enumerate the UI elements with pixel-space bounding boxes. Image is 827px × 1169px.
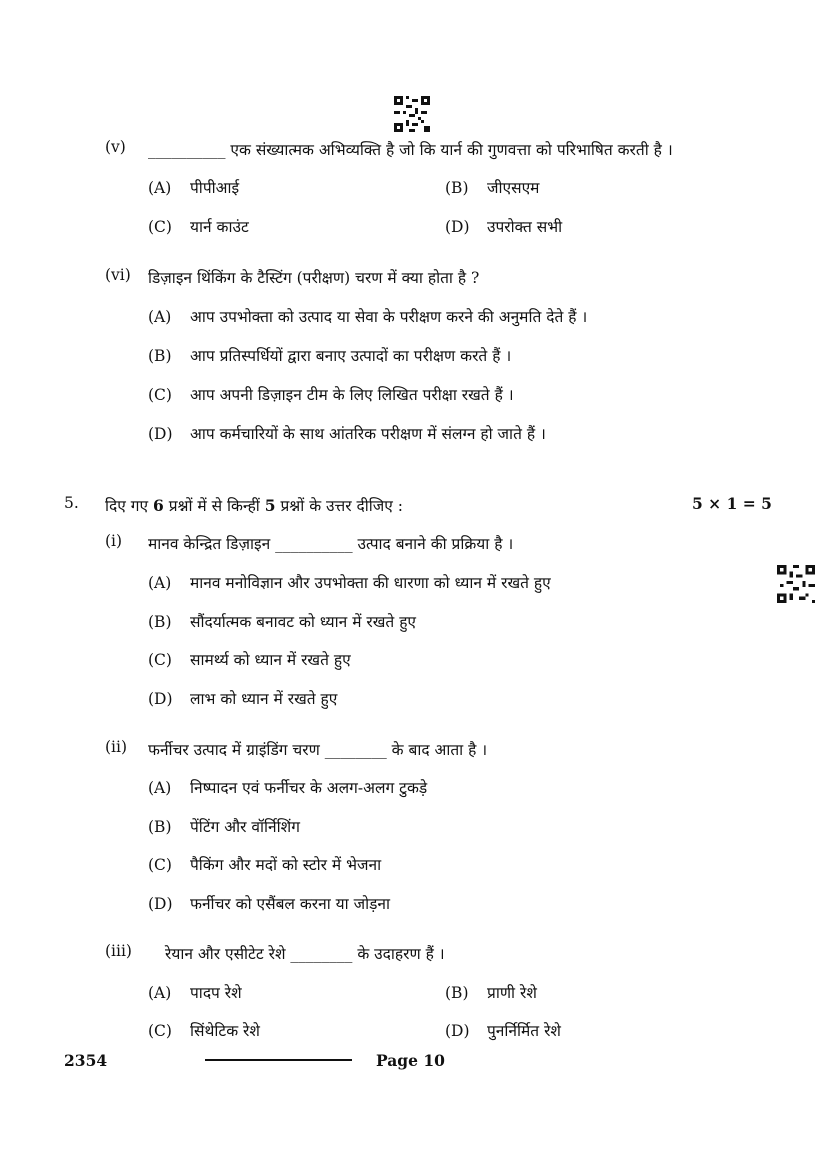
option-text: सामर्थ्य को ध्यान में रखते हुए (190, 651, 351, 669)
q5-instruction-mid: प्रश्नों में से किन्हीं (163, 497, 265, 515)
q4-vi-option-a (148, 305, 587, 327)
q5-count-five: 5 (264, 496, 276, 515)
q5-iii-option-d (445, 1019, 561, 1041)
option-letter: (A) (148, 308, 172, 326)
option-letter: (D) (148, 690, 173, 708)
q4-v-text: __________ एक संख्यात्मक अभिव्यक्ति है जो कि यार्न की गुणवत्ता को परिभाषित करती है । (148, 141, 673, 159)
option-letter: (D) (148, 425, 173, 443)
q4-v-option-d (445, 215, 562, 237)
q5-ii-option-b (148, 815, 300, 837)
q4-vi-number: (vi) (105, 266, 131, 284)
option-letter: (B) (148, 818, 172, 836)
qr-code-top (394, 96, 430, 132)
option-letter: (B) (148, 613, 172, 631)
q5-i-option-d (148, 687, 337, 709)
option-text: फर्नीचर को एसैंबल करना या जोड़ना (190, 895, 391, 913)
option-text: आप कर्मचारियों के साथ आंतरिक परीक्षण में संलग्न हो जाते हैं । (190, 425, 546, 443)
option-letter: (C) (148, 651, 172, 669)
option-text: उपरोक्त सभी (487, 218, 563, 236)
q4-vi-option-b (148, 344, 511, 366)
option-text: पैकिंग और मदों को स्टोर में भेजना (190, 856, 382, 874)
option-letter: (A) (148, 779, 172, 797)
option-letter: (D) (445, 218, 470, 236)
option-text: सौंदर्यात्मक बनावट को ध्यान में रखते हुए (190, 613, 416, 631)
q5-iii-option-b (445, 981, 537, 1003)
q5-ii-number: (ii) (105, 738, 128, 756)
option-text: पीपीआई (190, 179, 240, 197)
q5-i-option-b (148, 610, 416, 632)
q5-i-text: मानव केन्द्रित डिज़ाइन __________ उत्पाद बनाने की प्रक्रिया है । (148, 535, 514, 553)
option-text: प्राणी रेशे (487, 984, 537, 1002)
option-letter: (C) (148, 1022, 172, 1040)
option-letter: (C) (148, 218, 172, 236)
option-letter: (D) (445, 1022, 470, 1040)
q5-marks: 5 × 1 = 5 (692, 494, 772, 513)
q4-v-option-a (148, 176, 239, 198)
q5-number: 5. (64, 494, 79, 512)
option-text: पेंटिंग और वॉर्निशिंग (190, 818, 300, 836)
q4-v-option-c (148, 215, 249, 237)
option-letter: (B) (148, 347, 172, 365)
option-letter: (B) (445, 984, 469, 1002)
q5-count-six: 6 (152, 496, 164, 515)
q5-i-option-c (148, 648, 351, 670)
q5-instruction-pre: दिए गए (105, 497, 153, 515)
q5-instruction (105, 494, 403, 516)
footer-divider (205, 1059, 352, 1061)
option-text: आप प्रतिस्पर्धियों द्वारा बनाए उत्पादों का परीक्षण करते हैं । (190, 347, 512, 365)
q5-iii-number: (iii) (105, 942, 132, 960)
option-text: आप अपनी डिज़ाइन टीम के लिए लिखित परीक्षा रखते हैं । (190, 386, 514, 404)
option-text: लाभ को ध्यान में रखते हुए (190, 690, 338, 708)
q5-iii-option-c (148, 1019, 260, 1041)
option-letter: (A) (148, 179, 172, 197)
q5-i-option-a (148, 571, 551, 593)
q5-ii-option-d (148, 892, 390, 914)
option-letter: (C) (148, 856, 172, 874)
option-text: निष्पादन एवं फर्नीचर के अलग-अलग टुकड़े (190, 779, 428, 797)
option-letter: (D) (148, 895, 173, 913)
q4-vi-option-d (148, 422, 546, 444)
option-text: सिंथेटिक रेशे (190, 1022, 260, 1040)
page-number: Page 10 (376, 1051, 445, 1070)
q5-i-number: (i) (105, 532, 123, 550)
option-text: पादप रेशे (190, 984, 242, 1002)
q5-ii-text: फर्नीचर उत्पाद में ग्राइंडिंग चरण ________ के बाद आता है । (148, 741, 488, 759)
option-letter: (B) (445, 179, 469, 197)
qr-code-side (777, 565, 815, 603)
q5-ii-option-a (148, 776, 427, 798)
option-letter: (A) (148, 574, 172, 592)
q5-iii-text: रेयान और एसीटेट रेशे ________ के उदाहरण हैं । (165, 945, 445, 963)
q5-ii-option-c (148, 853, 381, 875)
q5-iii-option-a (148, 981, 242, 1003)
q4-v-option-b (445, 176, 539, 198)
option-text: पुनर्निर्मित रेशे (487, 1022, 561, 1040)
q5-instruction-post: प्रश्नों के उत्तर दीजिए : (275, 497, 403, 515)
option-text: जीएसएम (487, 179, 540, 197)
q4-v-number: (v) (105, 138, 126, 156)
option-text: आप उपभोक्ता को उत्पाद या सेवा के परीक्षण करने की अनुमति देते हैं । (190, 308, 588, 326)
paper-code: 2354 (64, 1051, 108, 1070)
option-text: मानव मनोविज्ञान और उपभोक्ता की धारणा को ध्यान में रखते हुए (190, 574, 551, 592)
option-letter: (C) (148, 386, 172, 404)
q4-vi-text: डिज़ाइन थिंकिंग के टैस्टिंग (परीक्षण) चरण में क्या होता है ? (148, 269, 480, 287)
option-letter: (A) (148, 984, 172, 1002)
q4-vi-option-c (148, 383, 514, 405)
option-text: यार्न काउंट (190, 218, 249, 236)
